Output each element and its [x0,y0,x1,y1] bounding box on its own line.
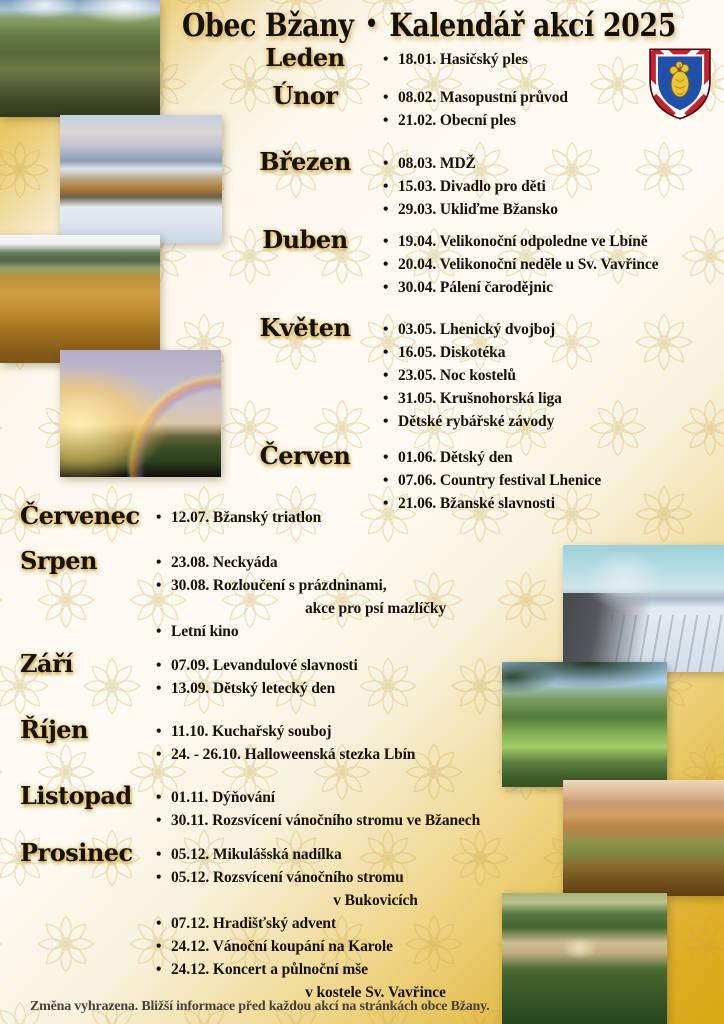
month-section-rijen [20,715,580,766]
hop-cone-charge [670,62,689,97]
event-list [381,225,717,299]
event-item: • 01.06. Dětský den [381,446,717,469]
event-item: • 08.02. Masopustní průvod [381,86,717,109]
month-section-zari [20,649,580,700]
event-item: • 05.12. Rozsvícení vánočního stromu v Bukovicích [154,866,580,912]
event-item: • Letní kino [154,620,580,643]
month-section-duben [243,225,717,299]
title-calendar: Kalendář akcí 2025 [389,6,676,44]
event-list [154,838,580,1004]
month-heading: Duben [262,225,348,254]
photo-winter-village [60,115,222,243]
event-item: • 13.09. Dětský letecký den [154,677,580,700]
event-item: • 07.12. Hradišťský advent [154,912,580,935]
event-item: • 21.06. Bžanské slavnosti [381,492,717,515]
event-item: • Dětské rybářské závody [381,410,717,433]
month-section-listopad [20,781,580,832]
month-heading: Červenec [20,501,140,530]
event-item: • 29.03. Ukliďme Bžansko [381,198,717,221]
event-item: • 20.04. Velikonoční neděle u Sv. Vavřince [381,253,717,276]
title-municipality: Obec Bžany [182,6,354,44]
month-section-prosinec [20,838,580,1004]
month-section-srpen [20,546,580,643]
photo-sunset-rainbow [60,350,221,477]
event-item: • 03.05. Lhenický dvojboj [381,318,717,341]
event-item: • 24.12. Vánoční koupání na Karole [154,935,580,958]
month-heading: Srpen [20,546,97,575]
event-item: • 30.11. Rozsvícení vánočního stromu ve Bžanech [154,809,580,832]
month-heading: Červen [259,441,351,470]
event-item: • 30.04. Pálení čarodějnic [381,276,717,299]
month-heading: Leden [265,43,345,72]
event-item: • 18.01. Hasičský ples [381,48,717,71]
event-item: • 31.05. Krušnohorská liga [381,387,717,410]
month-section-brezen [243,147,717,221]
month-heading: Březen [259,147,351,176]
event-item: • 24. - 26.10. Halloweenská stezka Lbín [154,743,580,766]
event-list [381,313,717,433]
event-list [154,715,580,766]
event-item: • 24.12. Koncert a půlnoční mše v kostele Sv. Vavřince [154,958,580,1004]
event-list [154,781,580,832]
event-item: • 16.05. Diskotéka [381,341,717,364]
event-list [381,147,717,221]
event-item: • 19.04. Velikonoční odpoledne ve Lbíně [381,230,717,253]
event-item: • 21.02. Obecní ples [381,109,717,132]
event-item: • 23.05. Noc kostelů [381,364,717,387]
event-item: • 08.03. MDŽ [381,152,717,175]
month-heading: Únor [272,81,338,110]
event-item: • 01.11. Dýňování [154,786,580,809]
footer-disclaimer: Změna vyhrazena. Bližší informace před každou akcí na stránkách obce Bžany. [30,999,490,1014]
event-item: • 11.10. Kuchařský souboj [154,720,580,743]
event-list [154,546,580,643]
photo-autumn-fields [0,235,160,363]
month-heading: Listopad [20,781,132,810]
event-item: • 23.08. Neckyáda [154,551,580,574]
photo-autumn-valley [563,780,724,896]
page-title [182,6,676,44]
month-heading: Říjen [20,715,88,744]
event-list [154,649,580,700]
event-list [154,501,580,531]
event-item: • 07.06. Country festival Lhenice [381,469,717,492]
event-item: • 15.03. Divadlo pro děti [381,175,717,198]
event-item: • 05.12. Mikulášská nadílka [154,843,580,866]
month-heading: Prosinec [20,838,133,867]
event-item: • 30.08. Rozloučení s prázdninami, akce pro psí mazlíčky [154,574,580,620]
month-section-kveten [243,313,717,433]
photo-spring-village [0,0,160,117]
month-heading: Květen [259,313,351,342]
event-item: • 12.07. Bžanský triatlon [154,506,580,529]
title-separator-dot: • [365,8,378,38]
event-item: • 07.09. Levandulové slavnosti [154,654,580,677]
photo-winter-road-tree [563,545,724,672]
month-section-cervenec [20,501,580,531]
month-heading: Září [20,649,73,678]
coat-of-arms [646,44,714,124]
